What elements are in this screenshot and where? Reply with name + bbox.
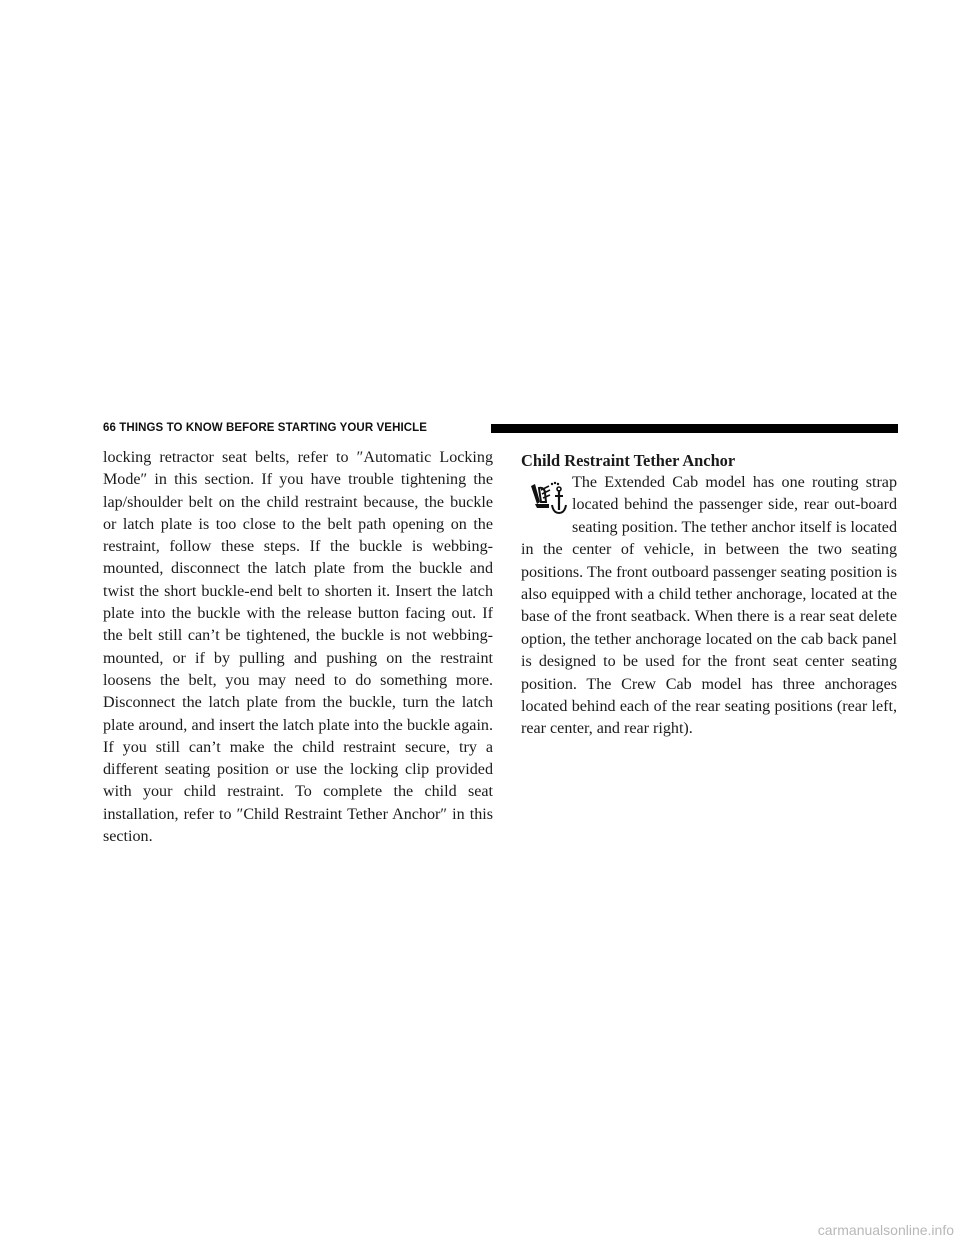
page-header [103,421,898,436]
body-paragraph-left: locking retractor seat belts, refer to ″Automatic Locking Mode″ in this section. If you have trouble tightening the lap/shoulder belt on the child restraint because, the buckle or latch plate is too close to the belt path opening on the restraint, follow these steps. If the buckle is webbing-mounted, disconnect the latch plate from the buckle and twist the short buckle-end belt to shorten it. Insert the latch plate into the buckle with the release button facing out. If the belt still can’t be tightened, the buckle is not webbing-mounted, or if by pulling and pushing on the restraint loosens the belt, you may need to do something more. Disconnect the latch plate from the buckle, turn the latch plate around, and insert the latch plate into the buckle again. If you still can’t make the child restraint secure, try a different seating position or use the locking clip provided with your child restraint. To complete the child seat installation, refer to ″Child Restraint Tether Anchor″ in this section. [103,449,493,846]
header-rule [491,424,898,433]
section-title: Child Restraint Tether Anchor [521,451,736,470]
right-column [521,451,897,741]
body-paragraph-right: The Extended Cab model has one routing strap located behind the passenger side, rear out-board seating position. The tether anchor itself is located in the center of vehicle, in between the two seating positions. The front outboard passenger seating position is also equipped with a child tether anchorage, located at the base of the front seatback. When there is a rear seat delete option, the tether anchorage located on the cab back panel is designed to be used for the front seat center seating position. The Crew Cab model has three anchorages located behind each of the rear seating positions (rear left, rear center, and rear right). [521,474,897,738]
left-column [103,447,493,848]
page-header-title: 66 THINGS TO KNOW BEFORE STARTING YOUR VEHICLE [103,422,428,434]
watermark-text[interactable]: carmanualsonline.info [817,1222,954,1238]
child-seat-tether-anchor-icon [521,472,572,538]
